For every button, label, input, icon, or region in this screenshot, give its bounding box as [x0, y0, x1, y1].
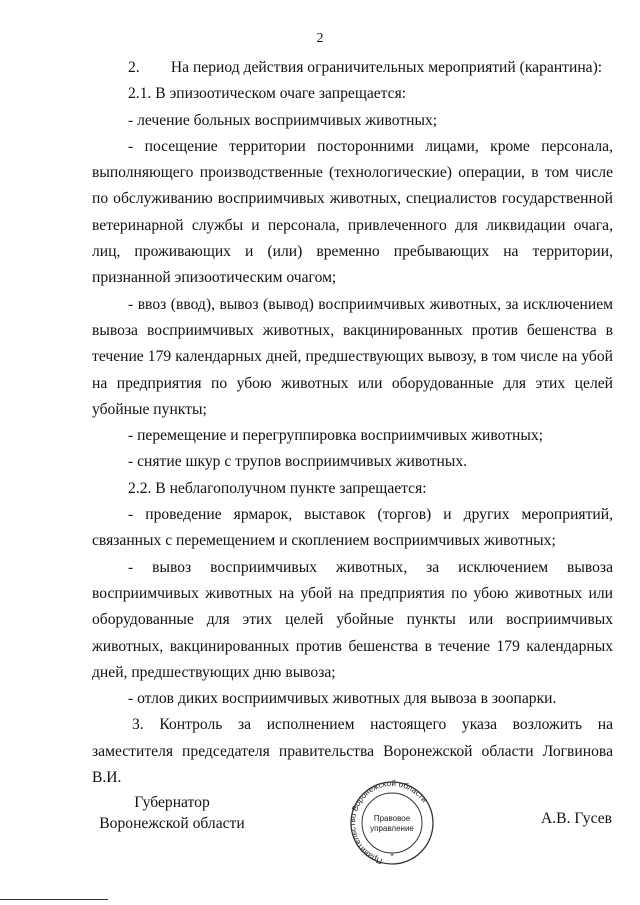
paragraph-no-fairs: - проведение ярмарок, выставок (торгов) и других мероприятий, связанных с перемещением и скоплением восприимчивых животных;	[92, 506, 613, 550]
paragraph-no-regrouping: - перемещение и перегруппировка восприимчивых животных;	[128, 427, 543, 445]
stamp-star: *	[390, 852, 394, 861]
stamp-center-line1: Правовое	[373, 814, 411, 823]
signatory-title-line1: Губернатор	[134, 794, 210, 811]
document-body	[92, 55, 613, 791]
footer-divider	[0, 899, 108, 900]
stamp-ring-text: Правительство Воронежской области	[348, 779, 429, 865]
signatory-name: А.В. Гусев	[541, 810, 612, 827]
page-number: 2	[316, 31, 324, 46]
paragraph-control: 3. Контроль за исполнением настоящего указа возложить на заместителя председателя правительства Воронежской области Логвинова В.И.	[92, 716, 613, 787]
signatory-title	[92, 792, 252, 834]
paragraph-point-heading: 2.2. В неблагополучном пункте запрещается:	[128, 479, 427, 497]
paragraph-focus-heading: 2.1. В эпизоотическом очаге запрещается:	[128, 85, 407, 103]
paragraph-no-removal: - вывоз восприимчивых животных, за исключением вывоза восприимчивых животных на убой на предприятия по убою животных или оборудованные для этих целей убойные пункты или восприимчивых животных, вакцинированных против бешенства в течение 179 календарных дней, предшествующих дню вывоза;	[92, 558, 613, 681]
signatory-title-line2: Воронежской области	[99, 815, 245, 832]
paragraph-no-skinning: - снятие шкур с трупов восприимчивых животных.	[128, 453, 468, 471]
official-stamp	[344, 779, 440, 865]
paragraph-no-capture: - отлов диких восприимчивых животных для вывоза в зоопарки.	[128, 690, 557, 708]
stamp-center-line2: управление	[370, 824, 414, 833]
paragraph-quarantine-heading: 2. На период действия ограничительных мероприятий (карантина):	[128, 59, 603, 76]
paragraph-no-treatment: - лечение больных восприимчивых животных;	[128, 111, 438, 129]
paragraph-no-import-export: - ввоз (ввод), вывоз (вывод) восприимчивых животных, за исключением вывоза восприимчивых животных, вакцинированных против бешенства в течение 179 календарных дней, предшествующих вывозу, в том числе на убой на предприятия по убою животных или оборудованные для этих целей убойные пункты;	[92, 295, 613, 418]
paragraph-no-visits: - посещение территории посторонними лицами, кроме персонала, выполняющего производственные (технологические) операции, в том числе по обслуживанию восприимчивых животных, специалистов государственной ветеринарной службы и персонала, привлеченного для ликвидации очага, лиц, проживающих и (или) временно пребывающих на территории, признанной эпизоотическим очагом;	[92, 137, 613, 287]
